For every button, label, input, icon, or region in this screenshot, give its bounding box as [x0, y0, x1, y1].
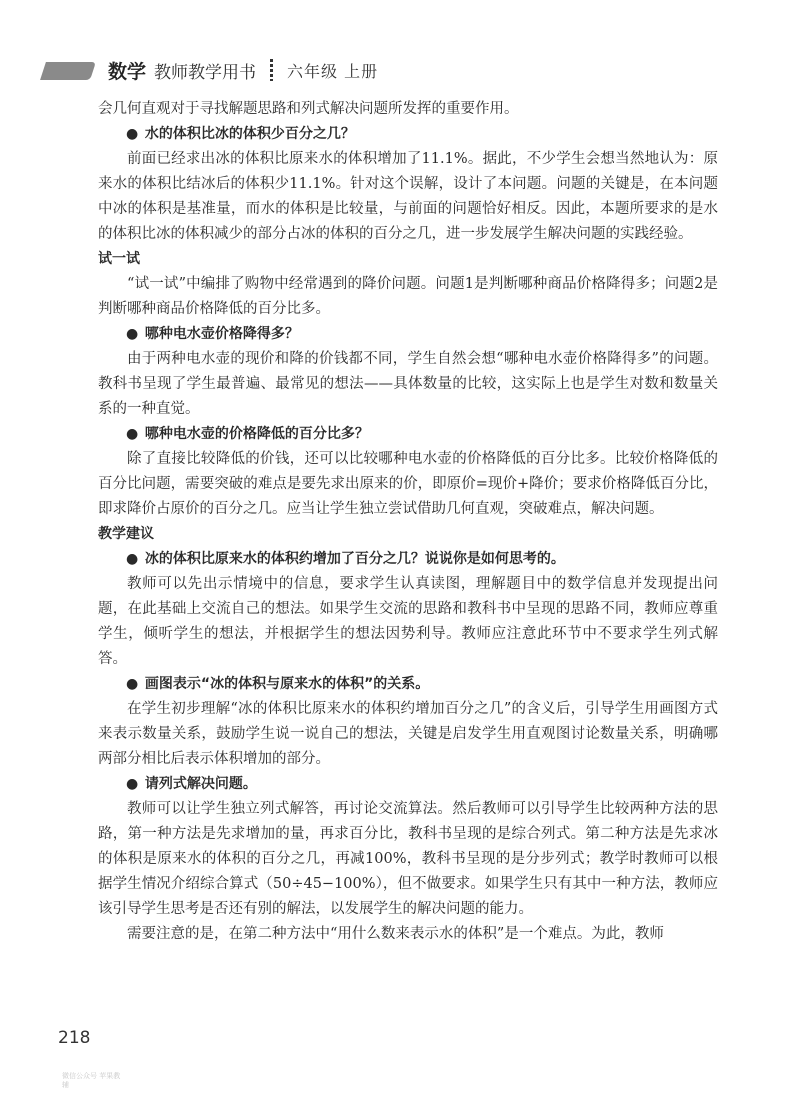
section-title: 试一试 — [98, 251, 140, 267]
watermark: 微信公众号 苹果教辅 — [62, 1072, 121, 1089]
paragraph: 教师可以先出示情境中的信息，要求学生认真读图，理解题目中的数学信息并发现提出问题，在此基础上交流自己的想法。如果学生交流的思路和教科书中呈现的思路不同，教师应尊重学生，倾听学生的想法，并根据学生的想法因势利导。教师应注意此环节中不要求学生列式解答。 — [98, 576, 718, 667]
page-body — [98, 97, 718, 947]
bullet-heading-text: 冰的体积比原来水的体积约增加了百分之几？说说你是如何思考的。 — [144, 551, 565, 567]
paragraph: 由于两种电水壶的现价和降的价钱都不同，学生自然会想“哪种电水壶价格降得多”的问题。教科书呈现了学生最普遍、最常见的想法——具体数量的比较，这实际上也是学生对数和数量关系的一种直觉。 — [98, 351, 718, 417]
bullet-icon: ● — [126, 676, 139, 692]
page-number: 218 — [58, 1028, 91, 1048]
header-separator — [270, 59, 273, 81]
paragraph: 会几何直观对于寻找解题思路和列式解决问题所发挥的重要作用。 — [98, 101, 519, 117]
running-header — [108, 56, 378, 84]
bullet-icon: ● — [126, 776, 139, 792]
bullet-heading — [98, 122, 718, 147]
bullet-heading — [98, 422, 718, 447]
bullet-heading — [98, 547, 718, 572]
paragraph: 在学生初步理解“冰的体积比原来水的体积约增加百分之几”的含义后，引导学生用画图方式来表示数量关系，鼓励学生说一说自己的想法，关键是启发学生用直观图讨论数量关系，明确哪两部分相比后表示体积增加的部分。 — [98, 701, 718, 767]
bullet-heading-text: 哪种电水壶的价格降低的百分比多？ — [144, 426, 369, 442]
bullet-heading — [98, 322, 718, 347]
header-grade: 六年级 上册 — [287, 61, 379, 81]
header-book-title: 教师教学用书 — [154, 62, 257, 83]
bullet-icon: ● — [126, 326, 139, 342]
paragraph: 前面已经求出冰的体积比原来水的体积增加了11.1%。据此，不少学生会想当然地认为：原来水的体积比结冰后的体积少11.1%。针对这个误解，设计了本问题。问题的关键是，在本问题中冰的体积是基准量，而水的体积是比较量，与前面的问题恰好相反。因此，本题所要求的是水的体积比冰的体积减少的部分占冰的体积的百分之几，进一步发展学生解决问题的实践经验。 — [98, 151, 718, 242]
paragraph: 教师可以让学生独立列式解答，再讨论交流算法。然后教师可以引导学生比较两种方法的思路，第一种方法是先求增加的量，再求百分比，教科书呈现的是综合列式。第二种方法是先求冰的体积是原来水的体积的百分之几，再减100%，教科书呈现的是分步列式；教学时教师可以根据学生情况介绍综合算式（50÷45−100%），但不做要求。如果学生只有其中一种方法，教师应该引导学生思考是否还有别的解法，以发展学生的解决问题的能力。 — [98, 801, 718, 917]
bullet-icon: ● — [126, 426, 139, 442]
paragraph: “试一试”中编排了购物中经常遇到的降价问题。问题1是判断哪种商品价格降得多；问题2是判断哪种商品价格降低的百分比多。 — [98, 276, 718, 317]
bullet-icon: ● — [126, 551, 139, 567]
paragraph: 需要注意的是，在第二种方法中“用什么数来表示水的体积”是一个难点。为此，教师 — [127, 926, 664, 942]
bullet-heading — [98, 772, 718, 797]
bullet-icon: ● — [126, 126, 139, 142]
bullet-heading-text: 哪种电水壶价格降得多？ — [144, 326, 299, 342]
header-subject: 数学 — [108, 60, 147, 83]
bullet-heading-text: 画图表示“冰的体积与原来水的体积”的关系。 — [144, 676, 430, 692]
paragraph: 除了直接比较降低的价钱，还可以比较哪种电水壶的价格降低的百分比多。比较价格降低的百分比问题，需要突破的难点是要先求出原来的价，即原价=现价+降价；要求价格降低百分比，即求降价占原价的百分之几。应当让学生独立尝试借助几何直观，突破难点，解决问题。 — [98, 451, 718, 517]
bullet-heading-text: 请列式解决问题。 — [144, 776, 257, 792]
bullet-heading — [98, 672, 718, 697]
bullet-heading-text: 水的体积比冰的体积少百分之几？ — [144, 126, 355, 142]
section-title: 教学建议 — [98, 526, 154, 542]
header-tab-decoration — [40, 62, 96, 80]
